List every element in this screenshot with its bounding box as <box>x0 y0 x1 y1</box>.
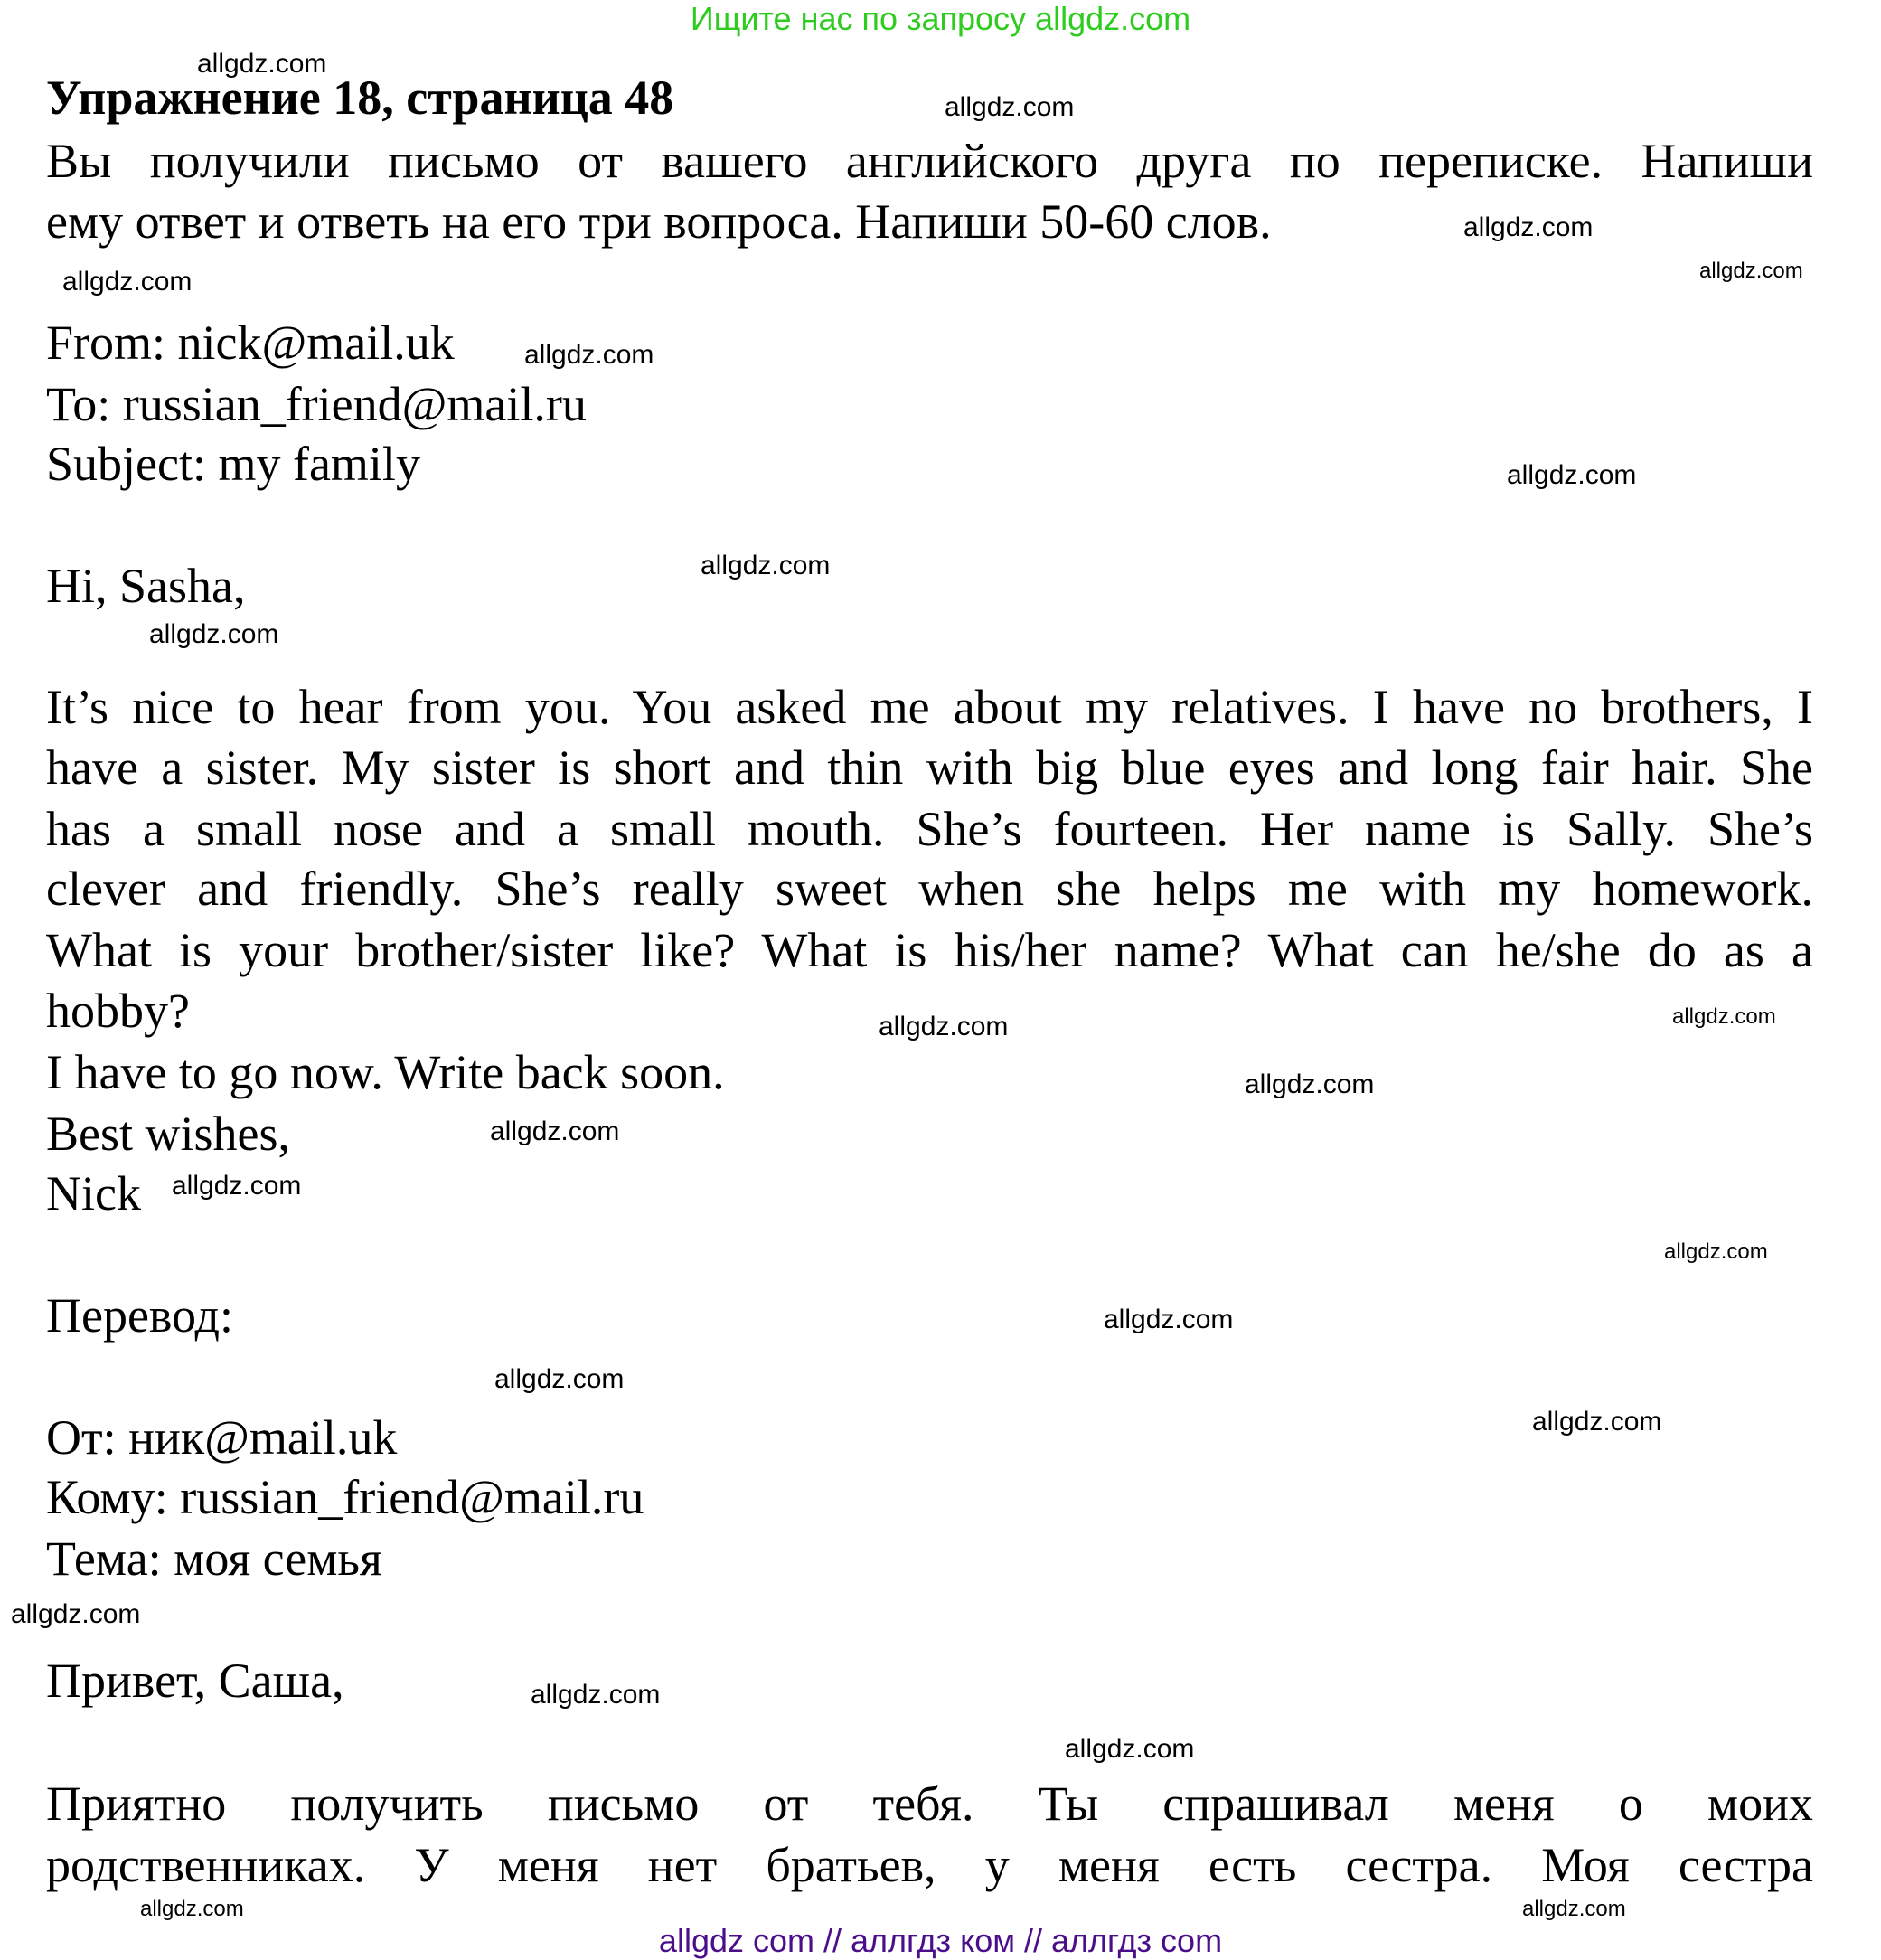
email-greeting: Hi, Sasha, <box>46 559 246 613</box>
watermark: allgdz.com <box>1245 1070 1375 1099</box>
watermark: allgdz.com <box>197 49 327 79</box>
watermark: allgdz.com <box>524 340 654 370</box>
email-closing: Best wishes, <box>46 1107 290 1161</box>
watermark: allgdz.com <box>879 1012 1009 1041</box>
watermark: allgdz.com <box>172 1171 302 1201</box>
watermark: allgdz.com <box>701 551 831 580</box>
translation-label: Перевод: <box>46 1288 233 1343</box>
watermark: allgdz.com <box>1065 1734 1195 1764</box>
watermark: allgdz.com <box>1522 1897 1626 1921</box>
email-body-line: It’s nice to hear from you. You asked me about my relatives. I have no brothers, I <box>46 680 1813 734</box>
email-body-line: clever and friendly. She’s really sweet when she helps me with my homework. <box>46 862 1813 916</box>
watermark: allgdz.com <box>531 1680 661 1710</box>
email-body-line: have a sister. My sister is short and thin with big blue eyes and long fair hair. She <box>46 740 1813 795</box>
watermark: allgdz.com <box>149 619 279 649</box>
watermark: allgdz.com <box>1507 460 1637 490</box>
watermark: allgdz.com <box>62 267 193 297</box>
translation-body-line: Приятно получить письмо от тебя. Ты спрашивал меня о моих <box>46 1776 1813 1831</box>
email-body-line: What is your brother/sister like? What is his/her name? What can he/she do as a <box>46 923 1813 977</box>
email-body-line: has a small nose and a small mouth. She’s fourteen. Her name is Sally. She’s <box>46 802 1813 856</box>
watermark: allgdz.com <box>140 1897 244 1921</box>
translation-from: От: ник@mail.uk <box>46 1410 398 1465</box>
instruction-line: ему ответ и ответь на его три вопроса. Напиши 50-60 слов. <box>46 194 1272 249</box>
watermark: allgdz.com <box>1463 212 1594 242</box>
instruction-line: Вы получили письмо от вашего английского друга по переписке. Напиши <box>46 134 1813 188</box>
translation-body-line: родственниках. У меня нет братьев, у меня есть сестра. Моя сестра <box>46 1838 1813 1892</box>
watermark: allgdz.com <box>1532 1407 1662 1437</box>
translation-subject: Тема: моя семья <box>46 1531 382 1586</box>
watermark: allgdz.com <box>1104 1305 1234 1334</box>
email-body-line: hobby? <box>46 984 190 1038</box>
watermark: allgdz.com <box>490 1117 620 1146</box>
footer-banner: allgdz com // аллгдз ком // аллгдз com <box>658 1922 1223 1959</box>
watermark: allgdz.com <box>1664 1239 1768 1264</box>
page-title: Упражнение 18, страница 48 <box>46 71 674 125</box>
search-banner: Ищите нас по запросу allgdz.com <box>690 0 1191 37</box>
watermark: allgdz.com <box>945 92 1075 122</box>
email-closing: I have to go now. Write back soon. <box>46 1045 725 1099</box>
email-to: To: russian_friend@mail.ru <box>46 377 587 431</box>
watermark: allgdz.com <box>494 1364 625 1394</box>
email-signature: Nick <box>46 1166 141 1220</box>
email-subject: Subject: my family <box>46 437 420 491</box>
email-from: From: nick@mail.uk <box>46 316 455 370</box>
translation-greeting: Привет, Саша, <box>46 1654 344 1708</box>
watermark: allgdz.com <box>11 1599 141 1629</box>
translation-to: Кому: russian_friend@mail.ru <box>46 1470 644 1524</box>
watermark: allgdz.com <box>1672 1004 1776 1029</box>
watermark: allgdz.com <box>1699 259 1803 283</box>
